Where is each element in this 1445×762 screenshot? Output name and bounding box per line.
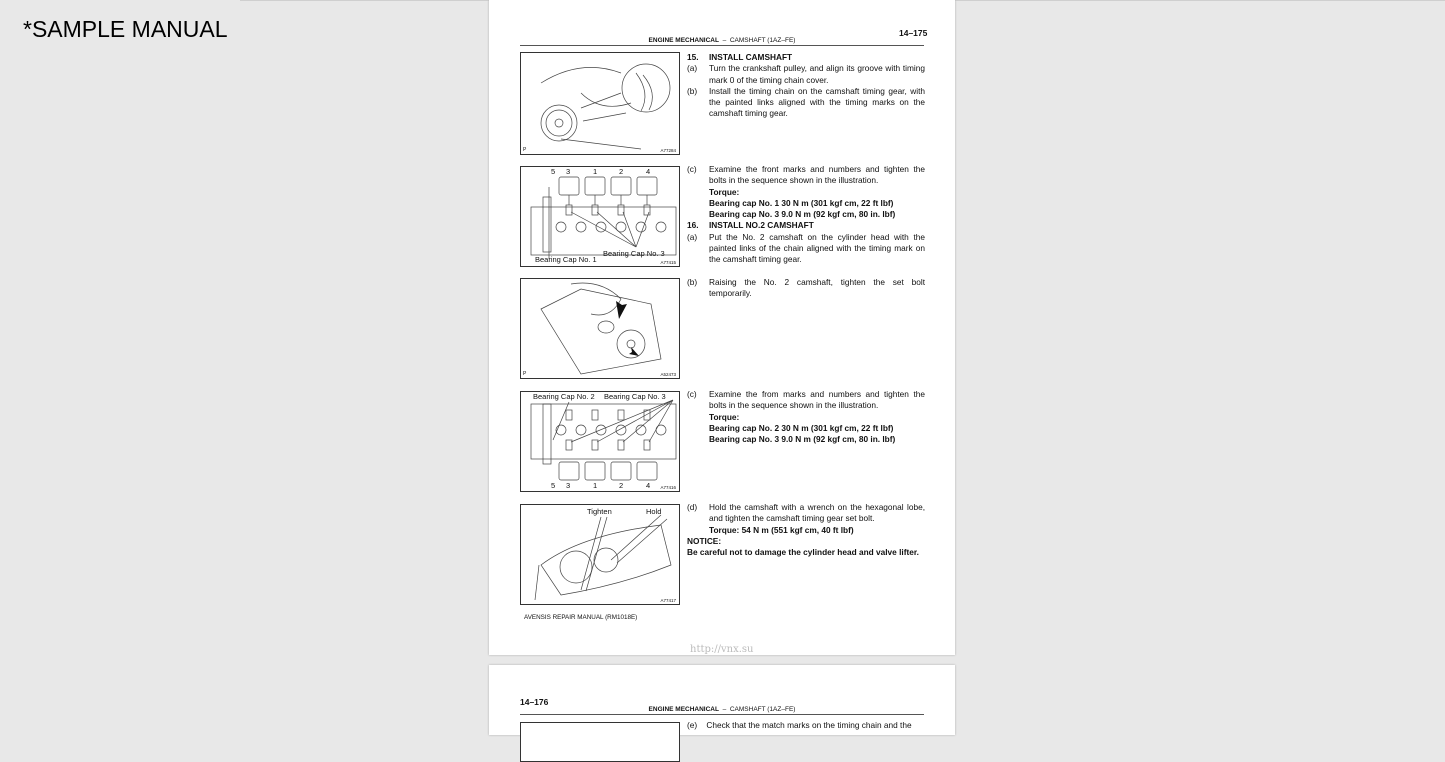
watermark: http://vnx.su [690, 644, 754, 655]
figure-corner-mark: P [523, 147, 527, 153]
figure-raise-camshaft [520, 278, 680, 379]
sequence-number: 3 [566, 481, 571, 490]
step-15c-16a: (c) Examine the front marks and numbers and tighten the bolts in the sequence shown in the illustration. Torque: Bearing cap No. 1 30 N m (301 kgf cm, 22 ft lbf) Bearing cap No. 3 9.0 N m (92 kgf cm, 80 in. lbf) 16. INSTALL NO.2 CAMSHAFT (a) Put the No. 2 camshaft on the cylinder head with the painted links of the chain aligned with the timing mark on the camshaft timing gear. [687, 164, 925, 265]
sequence-number: 5 [551, 167, 556, 176]
callout-label: Bearing Cap No. 3 [603, 249, 665, 258]
sequence-number: 4 [646, 167, 651, 176]
callout-label: Hold [646, 507, 662, 516]
camshaft-raise-illustration [521, 279, 680, 379]
figure-tighten-timing-gear [520, 504, 680, 605]
figure-bearing-cap-sequence-1 [520, 166, 680, 267]
callout-label: Bearing Cap No. 3 [604, 392, 666, 401]
camshaft-caps-illustration [521, 392, 680, 492]
pulley-illustration [521, 53, 680, 155]
figure-id: A52473 [660, 372, 676, 377]
figure-partial [520, 722, 680, 762]
figure-crankshaft-pulley [520, 52, 680, 155]
wrench-illustration [521, 505, 680, 605]
callout-label: Tighten [587, 507, 612, 516]
sequence-number: 4 [646, 481, 651, 490]
sequence-number: 5 [551, 481, 556, 490]
step-15: 15. INSTALL CAMSHAFT (a) Turn the crankshaft pulley, and align its groove with timing mark 0 of the timing chain cover. (b) Install the timing chain on the camshaft timing gear, with the painted links aligned with the timing marks on the camshaft timing gear. [687, 52, 925, 119]
step-16b: (b) Raising the No. 2 camshaft, tighten the set bolt temporarily. [687, 277, 925, 299]
page-number: 14–176 [520, 697, 549, 707]
manual-page-176 [489, 665, 955, 735]
sequence-number: 1 [593, 167, 598, 176]
figure-bearing-cap-sequence-2 [520, 391, 680, 492]
callout-label: Bearing Cap No. 2 [533, 392, 595, 401]
figure-id: A77417 [660, 598, 676, 603]
figure-id: A77284 [660, 148, 676, 153]
step-16d: (d) Hold the camshaft with a wrench on the hexagonal lobe, and tighten the camshaft timing gear set bolt. Torque: 54 N m (551 kgf cm, 40 ft lbf) NOTICE: Be careful not to damage the cylinder head and valve lifter. [687, 502, 925, 558]
callout-label: Bearing Cap No. 1 [535, 255, 597, 264]
figure-id: A77415 [660, 260, 676, 265]
page-header: ENGINE MECHANICAL – CAMSHAFT (1AZ–FE) [520, 706, 924, 715]
step-16c: (c) Examine the from marks and numbers and tighten the bolts in the sequence shown in the illustration. Torque: Bearing cap No. 2 30 N m (301 kgf cm, 22 ft lbf) Bearing cap No. 3 9.0 N m (92 kgf cm, 80 in. lbf) [687, 389, 925, 445]
page-header: ENGINE MECHANICAL – CAMSHAFT (1AZ–FE) [520, 37, 924, 46]
page-number: 14–175 [899, 28, 928, 38]
sequence-number: 3 [566, 167, 571, 176]
sequence-number: 2 [619, 481, 624, 490]
sequence-number: 1 [593, 481, 598, 490]
sample-label: *SAMPLE MANUAL [23, 16, 228, 42]
sequence-number: 2 [619, 167, 624, 176]
page-footer: AVENSIS REPAIR MANUAL (RM1018E) [524, 614, 638, 621]
step-partial: (e) Check that the match marks on the timing chain and the [687, 720, 912, 730]
figure-id: A77416 [660, 485, 676, 490]
manual-page-175 [489, 0, 955, 655]
figure-corner-mark: P [523, 371, 527, 377]
